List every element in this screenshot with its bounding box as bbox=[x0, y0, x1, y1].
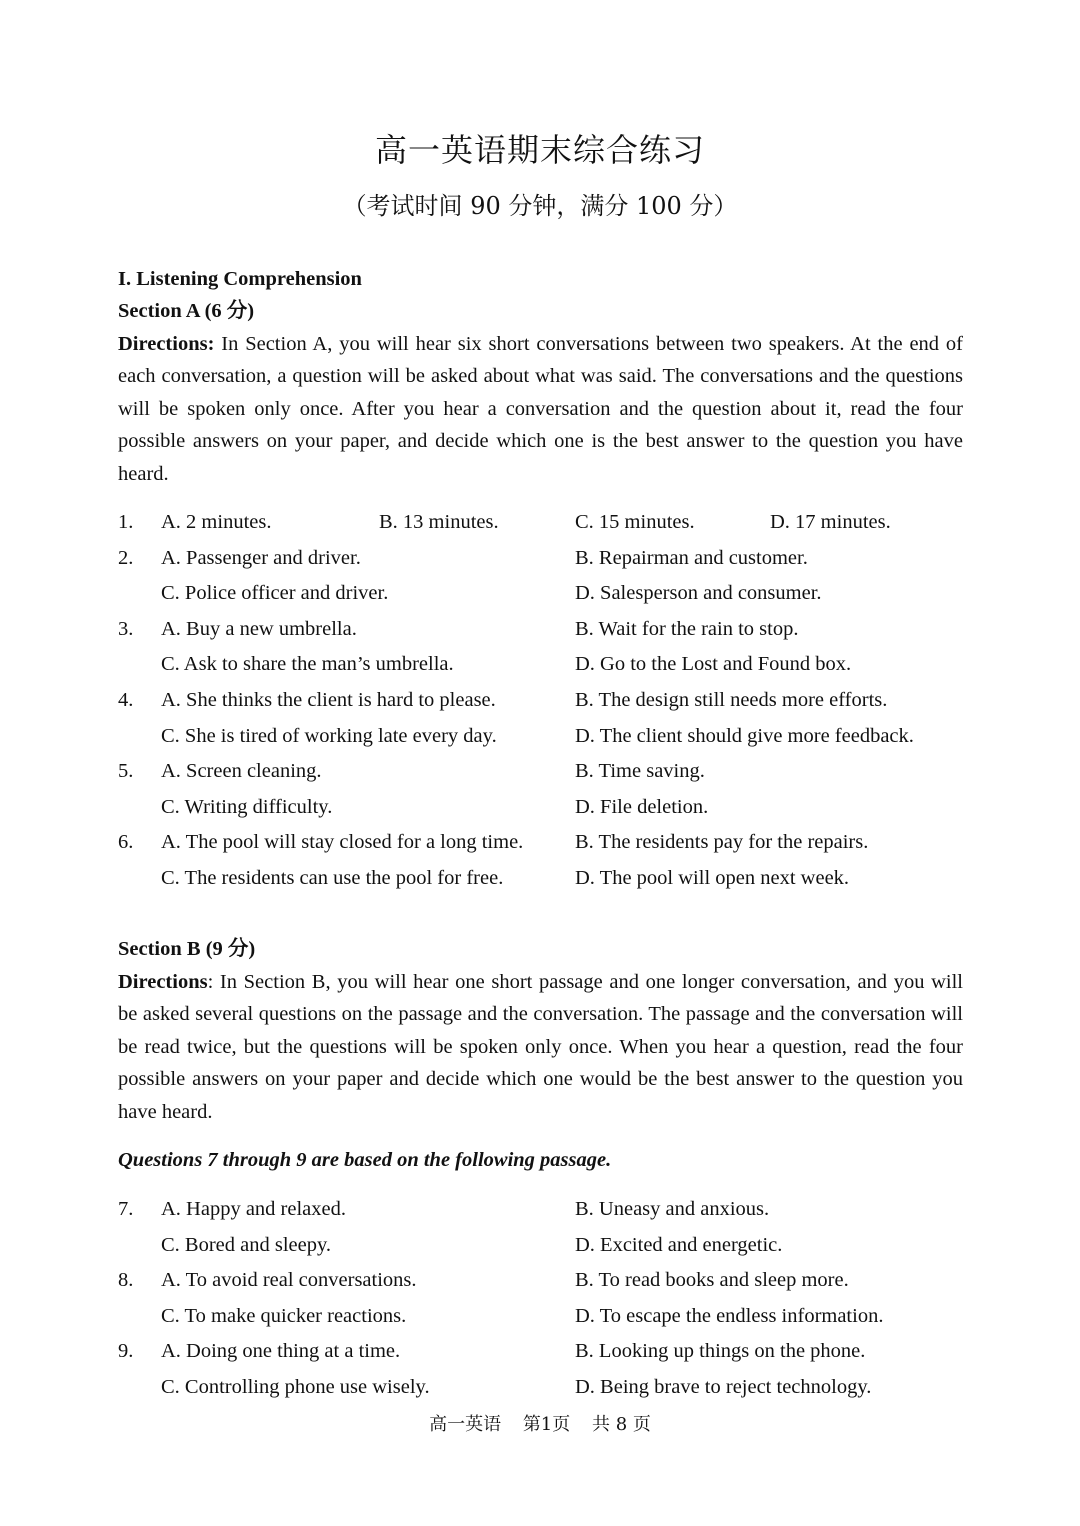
question-row bbox=[118, 1192, 963, 1228]
question-row bbox=[118, 790, 963, 826]
question-row bbox=[118, 505, 963, 541]
question-number: 8. bbox=[118, 1269, 134, 1292]
question-row bbox=[118, 647, 963, 683]
option-c: C. Ask to share the man’s umbrella. bbox=[161, 653, 454, 676]
option-a: A. Passenger and driver. bbox=[161, 546, 361, 569]
option-c: C. Controlling phone use wisely. bbox=[161, 1375, 430, 1398]
option-a: A. Buy a new umbrella. bbox=[161, 617, 357, 640]
page-footer bbox=[0, 1410, 1080, 1440]
option-a: A. 2 minutes. bbox=[161, 511, 272, 533]
option-d: D. The client should give more feedback. bbox=[575, 724, 914, 747]
question-row bbox=[118, 683, 963, 719]
option-b: B. Looking up things on the phone. bbox=[575, 1340, 866, 1363]
question-number: 3. bbox=[118, 617, 134, 640]
option-b: B. Uneasy and anxious. bbox=[575, 1198, 770, 1220]
option-d: D. File deletion. bbox=[575, 795, 709, 818]
question-number: 7. bbox=[118, 1198, 134, 1220]
option-a: A. Screen cleaning. bbox=[161, 760, 322, 783]
question-row bbox=[118, 576, 963, 612]
option-d: D. Excited and energetic. bbox=[575, 1233, 783, 1256]
directions-label: Directions bbox=[118, 971, 208, 993]
footer-subject: 高一英语 bbox=[429, 1414, 502, 1435]
option-d: D. Salesperson and consumer. bbox=[575, 582, 822, 605]
question-row bbox=[118, 612, 963, 648]
option-b: B. To read books and sleep more. bbox=[575, 1269, 849, 1292]
section-b-directions bbox=[118, 966, 963, 1128]
question-row bbox=[118, 1263, 963, 1299]
exam-title: 高一英语期末综合练习 bbox=[374, 131, 705, 169]
option-b: B. Time saving. bbox=[575, 760, 705, 783]
question-row bbox=[118, 825, 963, 861]
option-d: D. 17 minutes. bbox=[770, 511, 891, 533]
question-row bbox=[118, 754, 963, 790]
question-row bbox=[118, 1228, 963, 1264]
question-number: 4. bbox=[118, 688, 134, 711]
question-row bbox=[118, 541, 963, 577]
section-a-directions bbox=[118, 328, 963, 490]
question-number: 6. bbox=[118, 831, 134, 854]
question-number: 2. bbox=[118, 546, 134, 569]
question-number: 9. bbox=[118, 1340, 134, 1363]
option-c: C. Bored and sleepy. bbox=[161, 1233, 332, 1256]
option-c: C. The residents can use the pool for free. bbox=[161, 866, 504, 889]
option-d: D. Being brave to reject technology. bbox=[575, 1375, 872, 1398]
option-b: B. The design still needs more efforts. bbox=[575, 688, 888, 711]
question-row bbox=[118, 1334, 963, 1370]
section-a-heading: Section A (6 分) bbox=[118, 300, 255, 322]
option-b: B. 13 minutes. bbox=[379, 511, 499, 533]
option-a: A. She thinks the client is hard to please. bbox=[161, 688, 496, 711]
question-row bbox=[118, 719, 963, 755]
question-number: 5. bbox=[118, 760, 134, 783]
section-a-questions bbox=[118, 505, 963, 897]
option-a: A. Happy and relaxed. bbox=[161, 1198, 347, 1220]
directions-label: Directions: bbox=[118, 333, 215, 355]
part-heading: I. Listening Comprehension bbox=[118, 268, 362, 290]
directions-text: : In Section B, you will hear one short passage and one longer conversation, and you will be asked several questions on the passage and the conversation. The passage and the conversation will be read twice, but the questions will be spoken only once. When you hear a question, read the four possible answers on your paper and decide which one would be the best answer to the question you have heard. bbox=[118, 971, 963, 1123]
option-c: C. She is tired of working late every day. bbox=[161, 724, 497, 747]
section-b-heading: Section B (9 分) bbox=[118, 938, 256, 960]
exam-subtitle: （考试时间 90 分钟，满分 100 分） bbox=[342, 192, 738, 220]
question-number: 1. bbox=[118, 511, 134, 533]
option-c: C. Police officer and driver. bbox=[161, 582, 389, 605]
option-a: A. The pool will stay closed for a long time. bbox=[161, 831, 524, 854]
section-b-questions bbox=[118, 1192, 963, 1406]
option-d: D. The pool will open next week. bbox=[575, 866, 850, 889]
option-b: B. Wait for the rain to stop. bbox=[575, 617, 799, 640]
question-row bbox=[118, 1299, 963, 1335]
option-b: B. The residents pay for the repairs. bbox=[575, 831, 869, 854]
option-c: C. To make quicker reactions. bbox=[161, 1304, 407, 1327]
footer-page-number: 第1页 bbox=[522, 1414, 571, 1435]
option-c: C. 15 minutes. bbox=[575, 511, 695, 533]
option-a: A. To avoid real conversations. bbox=[161, 1269, 417, 1292]
option-a: A. Doing one thing at a time. bbox=[161, 1340, 401, 1363]
option-b: B. Repairman and customer. bbox=[575, 546, 808, 569]
question-row bbox=[118, 861, 963, 897]
option-d: D. Go to the Lost and Found box. bbox=[575, 653, 852, 676]
question-row bbox=[118, 1370, 963, 1406]
directions-text: In Section A, you will hear six short conversations between two speakers. At the end of each conversation, a question will be asked about what was said. The conversations and the questions will be spoken only once. After you hear a conversation and the question about it, read the four possible answers on your paper, and decide which one is the best answer to the question you have heard. bbox=[118, 333, 963, 485]
footer-total-pages: 共 8 页 bbox=[592, 1414, 651, 1435]
option-c: C. Writing difficulty. bbox=[161, 795, 333, 818]
option-d: D. To escape the endless information. bbox=[575, 1304, 884, 1327]
passage-note: Questions 7 through 9 are based on the following passage. bbox=[118, 1149, 612, 1171]
